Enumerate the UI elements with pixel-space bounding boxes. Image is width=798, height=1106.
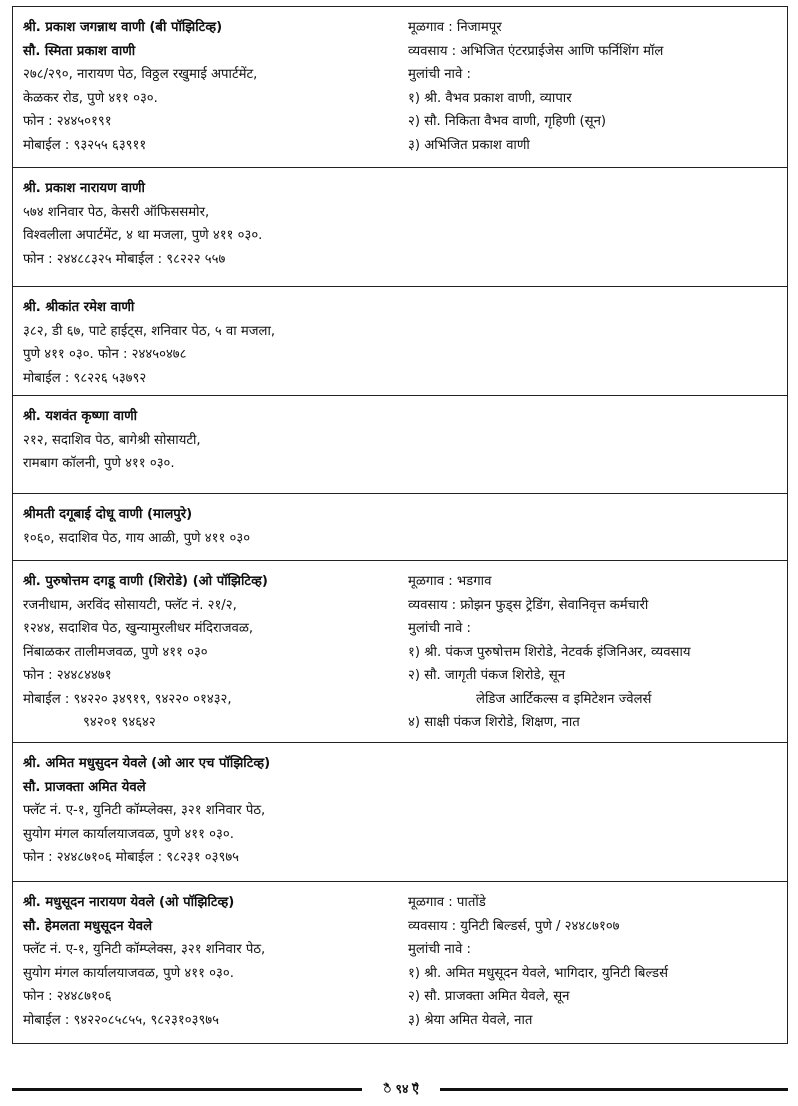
left-text-line: फ्लॅट नं. ए-१, युनिटी कॉम्प्लेक्स, ३२१ शनिवार पेठ, [23,942,266,957]
right-text-line: १) श्री. अमित मधुसूदन येवले, भागिदार, युनिटी बिल्डर्स [408,965,669,981]
left-text-line: रामबाग कॉलनी, पुणे ४११ ०३०. [23,456,175,471]
left-text-line: रजनीधाम, अरविंद सोसायटी, फ्लॅट नं. २१/२, [23,597,237,613]
left-text-line: सौ. प्राजक्ता अमित येवले [23,779,146,795]
left-text-line: मोबाईल : ९४२२० ३४९१९, ९४२२० ०१४३२, [23,691,232,707]
right-text-line: २) सौ. प्राजक्ता अमित येवले, सून [408,989,570,1004]
left-text-line: फोन : २४४८८३२५ मोबाईल : ९८२२२ ५५७ [23,251,226,267]
left-text-line: सौ. स्मिता प्रकाश वाणी [23,43,136,59]
right-text-line: १) श्री. पंकज पुरुषोत्तम शिरोडे, नेटवर्क इंजिनिअर, व्यवसाय [408,644,691,660]
right-text-line: ३) अभिजित प्रकाश वाणी [408,137,530,153]
entry-left-column [23,891,403,1032]
right-text-line: व्यवसाय : अभिजित एंटरप्राईजेस आणि फर्निशिंग मॉल [408,43,664,59]
left-text-line: मोबाईल : ९३२५५ ६३९११ [23,137,147,153]
left-text-line: पुणे ४११ ०३०. फोन : २४४५०४७८ [23,347,187,362]
left-text-line: श्रीमती दगूबाई दोधू वाणी (मालपुरे) [23,507,193,522]
entry-right-column [408,16,783,157]
directory-entry [12,743,788,882]
entry-left-column [23,16,403,157]
right-text-line: मुलांची नावे : [408,942,471,957]
left-text-line: श्री. प्रकाश नारायण वाणी [23,181,145,196]
entry-left-column [23,296,403,390]
right-text-line: ३) श्रेया अमित येवले, नात [408,1012,533,1028]
directory-page [12,6,788,1044]
entry-left-column [23,570,403,735]
directory-entry [12,287,788,396]
directory-entry [12,494,788,561]
right-text-line: मूळगाव : पातोंडे [408,895,486,910]
footer-rule-left [12,1088,362,1091]
left-text-line: श्री. प्रकाश जगन्नाथ वाणी (बी पॉझिटिव्ह) [23,20,223,35]
left-text-line: १२४४, सदाशिव पेठ, खुन्यामुरलीधर मंदिराजवळ, [23,621,254,636]
entry-right-column [408,570,783,735]
left-text-line: २७८/२९०, नारायण पेठ, विठ्ठल रखुमाई अपार्टमेंट, [23,67,258,82]
left-text-line: सुयोग मंगल कार्यालयाजवळ, पुणे ४११ ०३०. [23,826,234,842]
left-text-line: श्री. अमित मधुसुदन येवले (ओ आर एच पॉझिटिव्ह) [23,756,271,771]
entry-left-column [23,503,403,550]
right-text-line: व्यवसाय : युनिटी बिल्डर्स, पुणे / २४४८७१०७ [408,918,620,934]
right-text-line: १) श्री. वैभव प्रकाश वाणी, व्यापार [408,90,572,106]
directory-entry [12,561,788,743]
directory-entry [12,882,788,1044]
right-text-line: लेडिज आर्टिकल्स व इमिटेशन ज्वेलर्स [476,691,652,707]
right-text-line: ४) साक्षी पंकज शिरोडे, शिक्षण, नात [408,715,580,730]
directory-entry [12,168,788,287]
footer-rule-right [440,1088,788,1091]
left-text-line: विश्वलीला अपार्टमेंट, ४ था मजला, पुणे ४११ ०३०. [23,228,263,243]
right-text-line: मूळगाव : निजामपूर [408,20,502,35]
left-text-line: श्री. श्रीकांत रमेश वाणी [23,300,135,315]
directory-entry [12,396,788,494]
page-footer [12,1080,788,1100]
right-text-line: २) सौ. निकिता वैभव वाणी, गृहिणी (सून) [408,114,607,129]
entry-left-column [23,405,403,476]
left-text-line: ५७४ शनिवार पेठ, केसरी ऑफिससमोर, [23,204,210,220]
right-text-line: मूळगाव : भडगाव [408,574,492,589]
right-text-line: २) सौ. जागृती पंकज शिरोडे, सून [408,668,566,683]
left-text-line: ३८२, डी ६७, पाटे हाईट्स, शनिवार पेठ, ५ वा मजला, [23,323,276,339]
left-text-line: फ्लॅट नं. ए-१, युनिटी कॉम्प्लेक्स, ३२१ शनिवार पेठ, [23,803,266,818]
left-text-line: श्री. यशवंत कृष्णा वाणी [23,409,138,424]
entry-right-column [408,891,783,1032]
entry-left-column [23,177,403,271]
left-text-line: फोन : २४४८४४७१ [23,668,112,683]
directory-entry [12,6,788,168]
left-text-line: सुयोग मंगल कार्यालयाजवळ, पुणे ४११ ०३०. [23,965,234,981]
right-text-line: व्यवसाय : फ्रोझन फुड्स ट्रेडिंग, सेवानिवृत्त कर्मचारी [408,597,649,613]
left-text-line: ९४२०१ ९४६४२ [83,715,156,730]
left-text-line: सौ. हेमलता मधुसूदन येवले [23,918,153,934]
left-text-line: केळकर रोड, पुणे ४११ ०३०. [23,90,158,106]
left-text-line: निंबाळकर तालीमजवळ, पुणे ४११ ०३० [23,644,208,660]
left-text-line: १०६०, सदाशिव पेठ, गाय आळी, पुणे ४११ ०३० [23,530,251,546]
left-text-line: फोन : २४४८७१०६ [23,989,112,1004]
page-number: ꣿ ९४ ꣾ [383,1081,419,1096]
left-text-line: श्री. पुरुषोत्तम दगडू वाणी (शिरोडे) (ओ पॉझिटिव्ह) [23,574,268,589]
left-text-line: मोबाईल : ९८२२६ ५३७९२ [23,370,147,386]
left-text-line: मोबाईल : ९४२२०८५८५५, ९८२३१०३९७५ [23,1012,220,1028]
entry-left-column [23,752,403,870]
right-text-line: मुलांची नावे : [408,67,471,82]
left-text-line: फोन : २४४५०१९१ [23,114,112,129]
right-text-line: मुलांची नावे : [408,621,471,636]
left-text-line: फोन : २४४८७१०६ मोबाईल : ९८२३१ ०३९७५ [23,850,240,865]
left-text-line: श्री. मधुसूदन नारायण येवले (ओ पॉझिटिव्ह) [23,895,235,910]
left-text-line: २१२, सदाशिव पेठ, बागेश्री सोसायटी, [23,432,201,448]
